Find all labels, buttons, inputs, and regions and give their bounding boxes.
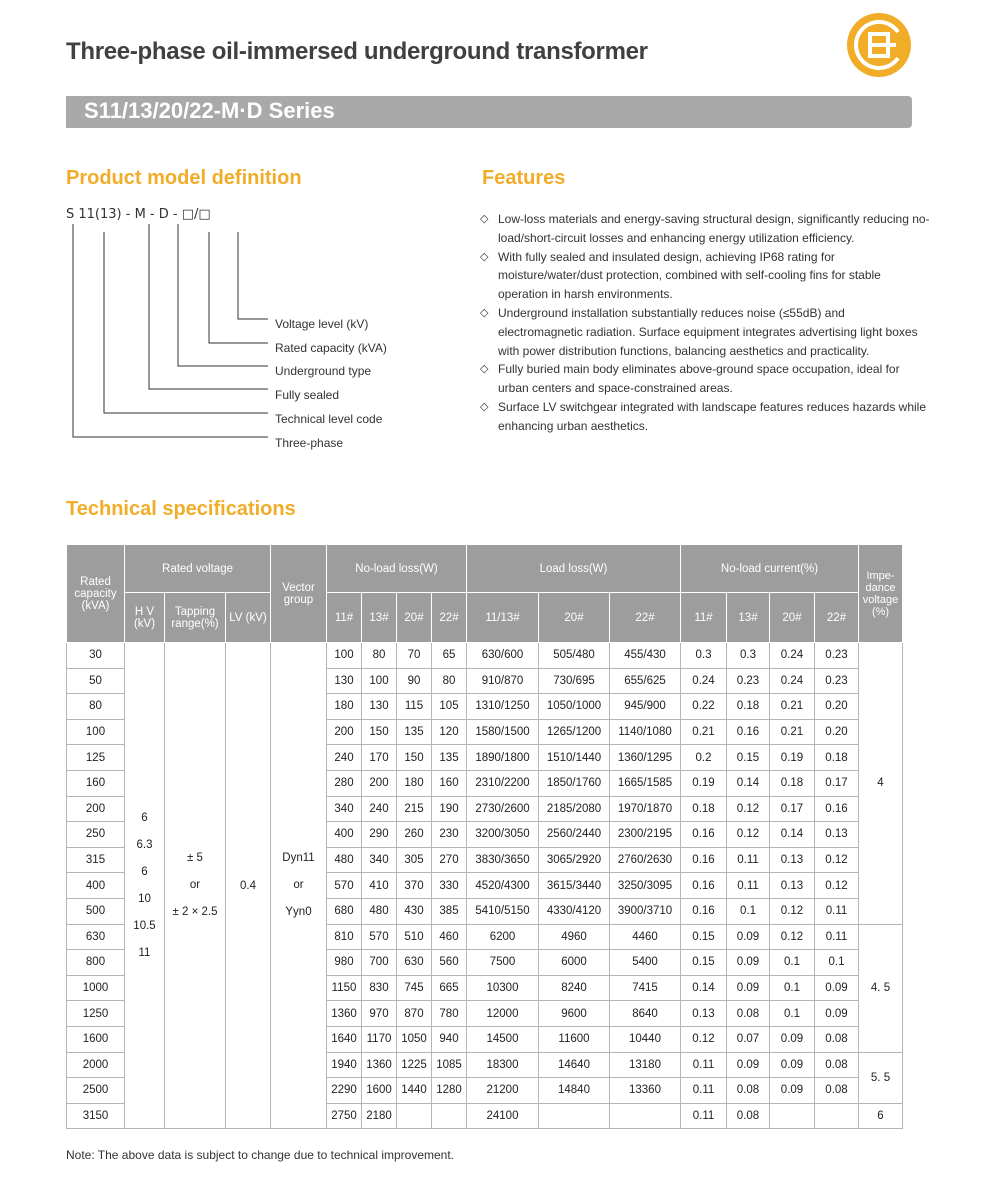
cell-ll-22: 1665/1585 xyxy=(610,770,681,796)
cell-ll-20: 1850/1760 xyxy=(539,770,610,796)
cell-capacity: 125 xyxy=(67,745,125,771)
cell-nll-11: 340 xyxy=(327,796,362,822)
cell-nll-13: 1170 xyxy=(362,1026,397,1052)
cell-ll-20: 9600 xyxy=(539,1001,610,1027)
cell-ll-22: 945/900 xyxy=(610,694,681,720)
technical-specs-heading: Technical specifications xyxy=(66,498,296,520)
cell-capacity: 2000 xyxy=(67,1052,125,1078)
cell-nlc-20: 0.09 xyxy=(770,1052,815,1078)
cell-impedance: 6 xyxy=(859,1103,903,1129)
cell-nll-22: 230 xyxy=(432,822,467,848)
cell-nlc-13: 0.11 xyxy=(727,873,770,899)
cell-nlc-13: 0.15 xyxy=(727,745,770,771)
vector-value: or xyxy=(293,879,304,892)
cell-nll-11: 680 xyxy=(327,898,362,924)
cell-ll-20: 3615/3440 xyxy=(539,873,610,899)
cell-capacity: 160 xyxy=(67,770,125,796)
cell-nlc-22: 0.20 xyxy=(815,694,859,720)
cell-nlc-11: 0.15 xyxy=(681,950,727,976)
cell-ll-11-13: 14500 xyxy=(467,1026,539,1052)
cell-capacity: 315 xyxy=(67,847,125,873)
cell-nlc-20 xyxy=(770,1103,815,1129)
cell-nlc-11: 0.11 xyxy=(681,1052,727,1078)
cell-nlc-11: 0.12 xyxy=(681,1026,727,1052)
model-code: S 11(13) - M - D - □/□ xyxy=(66,207,211,222)
cell-nlc-13: 0.12 xyxy=(727,822,770,848)
cell-ll-20: 3065/2920 xyxy=(539,847,610,873)
cell-ll-20: 4330/4120 xyxy=(539,898,610,924)
cell-nll-20: 630 xyxy=(397,950,432,976)
cell-ll-20: 2560/2440 xyxy=(539,822,610,848)
cell-ll-11-13: 5410/5150 xyxy=(467,898,539,924)
cell-ll-22: 4460 xyxy=(610,924,681,950)
cell-nlc-20: 0.12 xyxy=(770,898,815,924)
cell-ll-20 xyxy=(539,1103,610,1129)
feature-item: ◇ Fully buried main body eliminates above-ground space occupation, ideal for urban centers and space-constrained areas. xyxy=(480,362,900,396)
cell-ll-22: 2760/2630 xyxy=(610,847,681,873)
cell-capacity: 100 xyxy=(67,719,125,745)
feature-item: ◇ Underground installation substantially reduces noise (≤55dB) and electromagnetic radiation. Surface equipment integrates advertising light boxes with power distribution functions, balancing aesthetics and practicality. xyxy=(480,305,918,358)
cell-ll-20: 1265/1200 xyxy=(539,719,610,745)
cell-nll-20: 430 xyxy=(397,898,432,924)
cell-nll-22: 460 xyxy=(432,924,467,950)
tapping-value: ± 5 xyxy=(187,852,203,865)
cell-nll-13: 290 xyxy=(362,822,397,848)
cell-nll-13: 410 xyxy=(362,873,397,899)
header-no-load-current: No-load current(%) xyxy=(681,545,859,593)
cell-nll-20: 150 xyxy=(397,745,432,771)
cell-ll-22: 1140/1080 xyxy=(610,719,681,745)
hv-value: 6 xyxy=(141,811,148,824)
cell-nlc-13: 0.08 xyxy=(727,1078,770,1104)
cell-nll-20: 870 xyxy=(397,1001,432,1027)
diamond-bullet-icon: ◇ xyxy=(480,363,489,376)
cell-capacity: 1250 xyxy=(67,1001,125,1027)
spec-table-body xyxy=(67,643,903,1129)
cell-nll-20: 135 xyxy=(397,719,432,745)
spec-table xyxy=(66,544,903,1129)
cell-nlc-11: 0.15 xyxy=(681,924,727,950)
cell-nlc-22: 0.12 xyxy=(815,873,859,899)
cell-nlc-22: 0.08 xyxy=(815,1026,859,1052)
cell-capacity: 630 xyxy=(67,924,125,950)
hv-value: 10.5 xyxy=(133,919,156,932)
cell-nll-11: 2290 xyxy=(327,1078,362,1104)
cell-capacity: 50 xyxy=(67,668,125,694)
cell-ll-22: 13180 xyxy=(610,1052,681,1078)
cell-nlc-22: 0.11 xyxy=(815,898,859,924)
cell-ll-20: 14640 xyxy=(539,1052,610,1078)
cell-ll-22: 13360 xyxy=(610,1078,681,1104)
cell-nlc-20: 0.24 xyxy=(770,643,815,669)
cell-nlc-13: 0.07 xyxy=(727,1026,770,1052)
cell-nlc-11: 0.16 xyxy=(681,847,727,873)
cell-nlc-11: 0.11 xyxy=(681,1103,727,1129)
feature-item: ◇ With fully sealed and insulated design, achieving IP68 rating for moisture/water/dust protection, combined with self-cooling fins for stable operation in harsh environments. xyxy=(480,249,881,302)
cell-ll-11-13: 910/870 xyxy=(467,668,539,694)
cell-ll-20: 8240 xyxy=(539,975,610,1001)
header-nlc-11: 11# xyxy=(681,593,727,643)
table-row xyxy=(67,643,903,669)
cell-nlc-11: 0.16 xyxy=(681,898,727,924)
cell-nll-20: 1225 xyxy=(397,1052,432,1078)
cell-ll-22: 10440 xyxy=(610,1026,681,1052)
hv-value: 6 xyxy=(141,865,148,878)
cell-nll-22: 940 xyxy=(432,1026,467,1052)
cell-nlc-13: 0.12 xyxy=(727,796,770,822)
cell-nll-13: 340 xyxy=(362,847,397,873)
cell-ll-20: 1050/1000 xyxy=(539,694,610,720)
model-definition-heading: Product model definition xyxy=(66,167,302,189)
cell-nll-13: 480 xyxy=(362,898,397,924)
cell-nll-20: 1050 xyxy=(397,1026,432,1052)
header-nll-11: 11# xyxy=(327,593,362,643)
cell-nll-22: 65 xyxy=(432,643,467,669)
diamond-bullet-icon: ◇ xyxy=(480,306,489,319)
cell-ll-22 xyxy=(610,1103,681,1129)
cell-nlc-22: 0.17 xyxy=(815,770,859,796)
header-rated-voltage: Rated voltage xyxy=(125,545,271,593)
cell-nlc-20: 0.12 xyxy=(770,924,815,950)
cell-ll-11-13: 3200/3050 xyxy=(467,822,539,848)
cell-impedance: 5. 5 xyxy=(859,1052,903,1103)
hv-value: 11 xyxy=(138,946,151,959)
tapping-value: or xyxy=(189,879,201,892)
cell-nll-11: 280 xyxy=(327,770,362,796)
cell-nlc-22: 0.23 xyxy=(815,643,859,669)
cell-ll-11-13: 2730/2600 xyxy=(467,796,539,822)
cell-ll-22: 3900/3710 xyxy=(610,898,681,924)
cell-nll-22: 135 xyxy=(432,745,467,771)
cell-nll-13: 1360 xyxy=(362,1052,397,1078)
cell-nlc-11: 0.24 xyxy=(681,668,727,694)
header-nll-20: 20# xyxy=(397,593,432,643)
cell-nlc-22: 0.12 xyxy=(815,847,859,873)
cell-nlc-22: 0.11 xyxy=(815,924,859,950)
cell-nll-20: 370 xyxy=(397,873,432,899)
cell-capacity: 3150 xyxy=(67,1103,125,1129)
cell-nlc-22 xyxy=(815,1103,859,1129)
cell-nlc-22: 0.08 xyxy=(815,1052,859,1078)
cell-capacity: 800 xyxy=(67,950,125,976)
cell-ll-20: 1510/1440 xyxy=(539,745,610,771)
tapping-value: ± 2 × 2.5 xyxy=(172,906,218,919)
cell-ll-20: 14840 xyxy=(539,1078,610,1104)
cell-nlc-22: 0.13 xyxy=(815,822,859,848)
cell-capacity: 1000 xyxy=(67,975,125,1001)
cell-lv-value: 0.4 xyxy=(226,643,271,1129)
cell-nlc-11: 0.21 xyxy=(681,719,727,745)
cell-ll-11-13: 630/600 xyxy=(467,643,539,669)
cell-nlc-13: 0.08 xyxy=(727,1103,770,1129)
cell-nll-11: 100 xyxy=(327,643,362,669)
cell-ll-11-13: 1890/1800 xyxy=(467,745,539,771)
g-logo-icon xyxy=(846,12,912,78)
cell-hv-values xyxy=(125,643,165,1129)
cell-nlc-22: 0.09 xyxy=(815,975,859,1001)
cell-nlc-20: 0.21 xyxy=(770,694,815,720)
cell-nll-11: 400 xyxy=(327,822,362,848)
cell-nll-13: 150 xyxy=(362,719,397,745)
cell-ll-22: 655/625 xyxy=(610,668,681,694)
cell-nll-11: 810 xyxy=(327,924,362,950)
cell-nll-20: 745 xyxy=(397,975,432,1001)
model-label-underground: Underground type xyxy=(275,364,372,378)
cell-nll-13: 2180 xyxy=(362,1103,397,1129)
cell-capacity: 80 xyxy=(67,694,125,720)
cell-impedance: 4 xyxy=(859,643,903,925)
cell-nlc-20: 0.21 xyxy=(770,719,815,745)
cell-nll-13: 970 xyxy=(362,1001,397,1027)
cell-nll-22: 190 xyxy=(432,796,467,822)
cell-ll-20: 4960 xyxy=(539,924,610,950)
cell-nll-13: 570 xyxy=(362,924,397,950)
cell-nlc-11: 0.18 xyxy=(681,796,727,822)
cell-ll-22: 2300/2195 xyxy=(610,822,681,848)
hv-value: 6.3 xyxy=(136,838,153,851)
feature-item: ◇ Low-loss materials and energy-saving structural design, significantly reducing no-load/short-circuit losses and enhancing energy utilization efficiency. xyxy=(480,212,930,245)
cell-nlc-13: 0.09 xyxy=(727,950,770,976)
cell-nll-13: 1600 xyxy=(362,1078,397,1104)
cell-capacity: 2500 xyxy=(67,1078,125,1104)
cell-capacity: 250 xyxy=(67,822,125,848)
cell-nll-20: 115 xyxy=(397,694,432,720)
cell-nlc-11: 0.19 xyxy=(681,770,727,796)
header-vector-group: Vector group xyxy=(271,545,327,643)
cell-nlc-20: 0.1 xyxy=(770,1001,815,1027)
cell-nll-22: 1085 xyxy=(432,1052,467,1078)
cell-nlc-13: 0.16 xyxy=(727,719,770,745)
cell-ll-11-13: 18300 xyxy=(467,1052,539,1078)
cell-nlc-20: 0.1 xyxy=(770,950,815,976)
header-nlc-22: 22# xyxy=(815,593,859,643)
cell-ll-20: 6000 xyxy=(539,950,610,976)
cell-ll-11-13: 21200 xyxy=(467,1078,539,1104)
cell-ll-11-13: 3830/3650 xyxy=(467,847,539,873)
cell-nll-11: 200 xyxy=(327,719,362,745)
cell-nll-20: 215 xyxy=(397,796,432,822)
cell-nlc-20: 0.13 xyxy=(770,847,815,873)
cell-nlc-13: 0.14 xyxy=(727,770,770,796)
header-nlc-20: 20# xyxy=(770,593,815,643)
cell-nlc-22: 0.09 xyxy=(815,1001,859,1027)
cell-nll-13: 240 xyxy=(362,796,397,822)
cell-nll-13: 700 xyxy=(362,950,397,976)
cell-ll-11-13: 6200 xyxy=(467,924,539,950)
header-load-loss: Load loss(W) xyxy=(467,545,681,593)
cell-nlc-20: 0.18 xyxy=(770,770,815,796)
cell-capacity: 200 xyxy=(67,796,125,822)
header-ll-11-13: 11/13# xyxy=(467,593,539,643)
cell-nlc-22: 0.16 xyxy=(815,796,859,822)
header-rated-capacity: Rated capacity (kVA) xyxy=(67,545,125,643)
cell-nll-20: 180 xyxy=(397,770,432,796)
cell-nll-22: 270 xyxy=(432,847,467,873)
cell-nll-13: 200 xyxy=(362,770,397,796)
cell-nll-20: 305 xyxy=(397,847,432,873)
cell-nlc-11: 0.14 xyxy=(681,975,727,1001)
cell-nlc-20: 0.14 xyxy=(770,822,815,848)
cell-nlc-11: 0.2 xyxy=(681,745,727,771)
cell-impedance: 4. 5 xyxy=(859,924,903,1052)
model-label-voltage: Voltage level (kV) xyxy=(275,317,369,331)
cell-nlc-13: 0.18 xyxy=(727,694,770,720)
cell-nll-20: 70 xyxy=(397,643,432,669)
vector-value: Dyn11 xyxy=(282,852,315,865)
cell-nlc-13: 0.1 xyxy=(727,898,770,924)
cell-nll-20: 510 xyxy=(397,924,432,950)
cell-nlc-13: 0.08 xyxy=(727,1001,770,1027)
cell-nll-11: 240 xyxy=(327,745,362,771)
header-tapping: Tapping range(%) xyxy=(165,593,226,643)
cell-nlc-20: 0.09 xyxy=(770,1078,815,1104)
footnote: Note: The above data is subject to change due to technical improvement. xyxy=(66,1148,455,1162)
diamond-bullet-icon: ◇ xyxy=(480,213,489,225)
cell-nlc-11: 0.13 xyxy=(681,1001,727,1027)
header-lv: LV (kV) xyxy=(226,593,271,643)
cell-nlc-20: 0.1 xyxy=(770,975,815,1001)
vector-value: Yyn0 xyxy=(285,906,312,919)
cell-nlc-20: 0.17 xyxy=(770,796,815,822)
cell-nlc-20: 0.09 xyxy=(770,1026,815,1052)
cell-nll-11: 180 xyxy=(327,694,362,720)
cell-nll-20 xyxy=(397,1103,432,1129)
cell-nlc-22: 0.20 xyxy=(815,719,859,745)
cell-nlc-13: 0.09 xyxy=(727,1052,770,1078)
header-ll-22: 22# xyxy=(610,593,681,643)
cell-nlc-13: 0.23 xyxy=(727,668,770,694)
cell-nll-13: 830 xyxy=(362,975,397,1001)
cell-nll-20: 260 xyxy=(397,822,432,848)
cell-nll-22: 120 xyxy=(432,719,467,745)
cell-nll-22 xyxy=(432,1103,467,1129)
header-impedance: Impe- dance voltage (%) xyxy=(859,545,903,643)
cell-ll-22: 3250/3095 xyxy=(610,873,681,899)
cell-nlc-22: 0.08 xyxy=(815,1078,859,1104)
cell-nlc-13: 0.3 xyxy=(727,643,770,669)
cell-nll-22: 330 xyxy=(432,873,467,899)
cell-ll-11-13: 7500 xyxy=(467,950,539,976)
cell-nlc-11: 0.11 xyxy=(681,1078,727,1104)
cell-nlc-13: 0.09 xyxy=(727,924,770,950)
cell-ll-11-13: 2310/2200 xyxy=(467,770,539,796)
page-title: Three-phase oil-immersed underground transformer xyxy=(66,38,648,65)
cell-ll-11-13: 24100 xyxy=(467,1103,539,1129)
model-label-tech-level: Technical level code xyxy=(275,412,383,426)
model-label-capacity: Rated capacity (kVA) xyxy=(275,341,387,355)
cell-nll-22: 385 xyxy=(432,898,467,924)
cell-nll-11: 2750 xyxy=(327,1103,362,1129)
cell-ll-11-13: 10300 xyxy=(467,975,539,1001)
cell-capacity: 1600 xyxy=(67,1026,125,1052)
cell-ll-22: 1970/1870 xyxy=(610,796,681,822)
cell-nll-13: 130 xyxy=(362,694,397,720)
cell-nlc-13: 0.09 xyxy=(727,975,770,1001)
cell-nlc-13: 0.11 xyxy=(727,847,770,873)
hv-value: 10 xyxy=(138,892,151,905)
cell-nll-11: 570 xyxy=(327,873,362,899)
diamond-bullet-icon: ◇ xyxy=(480,400,489,413)
cell-nll-22: 1280 xyxy=(432,1078,467,1104)
model-label-three-phase: Three-phase xyxy=(275,436,344,450)
cell-capacity: 500 xyxy=(67,898,125,924)
cell-nll-13: 80 xyxy=(362,643,397,669)
cell-vector-values xyxy=(271,643,327,1129)
cell-nlc-20: 0.24 xyxy=(770,668,815,694)
cell-nll-11: 1940 xyxy=(327,1052,362,1078)
cell-nlc-11: 0.16 xyxy=(681,873,727,899)
cell-nll-20: 90 xyxy=(397,668,432,694)
cell-nll-11: 1360 xyxy=(327,1001,362,1027)
header-hv: H V (kV) xyxy=(125,593,165,643)
cell-ll-20: 730/695 xyxy=(539,668,610,694)
cell-nlc-22: 0.23 xyxy=(815,668,859,694)
model-label-sealed: Fully sealed xyxy=(275,388,340,402)
header-nll-22: 22# xyxy=(432,593,467,643)
cell-ll-11-13: 12000 xyxy=(467,1001,539,1027)
header-nll-13: 13# xyxy=(362,593,397,643)
cell-nlc-11: 0.22 xyxy=(681,694,727,720)
cell-ll-22: 1360/1295 xyxy=(610,745,681,771)
cell-nll-11: 130 xyxy=(327,668,362,694)
cell-nlc-20: 0.19 xyxy=(770,745,815,771)
series-title: S11/13/20/22-M·D Series xyxy=(84,98,335,123)
cell-nlc-20: 0.13 xyxy=(770,873,815,899)
cell-nll-11: 980 xyxy=(327,950,362,976)
cell-capacity: 30 xyxy=(67,643,125,669)
header-nlc-13: 13# xyxy=(727,593,770,643)
header-ll-20: 20# xyxy=(539,593,610,643)
cell-nlc-11: 0.16 xyxy=(681,822,727,848)
cell-nlc-22: 0.1 xyxy=(815,950,859,976)
model-definition-diagram xyxy=(0,0,480,470)
cell-nll-22: 160 xyxy=(432,770,467,796)
cell-ll-11-13: 4520/4300 xyxy=(467,873,539,899)
cell-nll-13: 170 xyxy=(362,745,397,771)
diamond-bullet-icon: ◇ xyxy=(480,250,489,263)
cell-ll-22: 7415 xyxy=(610,975,681,1001)
cell-ll-20: 505/480 xyxy=(539,643,610,669)
cell-ll-11-13: 1310/1250 xyxy=(467,694,539,720)
cell-nll-22: 780 xyxy=(432,1001,467,1027)
cell-nll-22: 665 xyxy=(432,975,467,1001)
cell-nll-11: 480 xyxy=(327,847,362,873)
cell-nll-20: 1440 xyxy=(397,1078,432,1104)
cell-nll-22: 80 xyxy=(432,668,467,694)
cell-nlc-22: 0.18 xyxy=(815,745,859,771)
cell-tapping-values xyxy=(165,643,226,1129)
header-no-load-loss: No-load loss(W) xyxy=(327,545,467,593)
features-list xyxy=(480,210,930,436)
features-heading: Features xyxy=(482,167,566,189)
cell-nlc-11: 0.3 xyxy=(681,643,727,669)
cell-capacity: 400 xyxy=(67,873,125,899)
feature-item: ◇ Surface LV switchgear integrated with landscape features reduces hazards while enhancing urban aesthetics. xyxy=(480,399,927,433)
cell-ll-11-13: 1580/1500 xyxy=(467,719,539,745)
cell-ll-22: 455/430 xyxy=(610,643,681,669)
cell-ll-22: 5400 xyxy=(610,950,681,976)
cell-ll-20: 11600 xyxy=(539,1026,610,1052)
cell-ll-22: 8640 xyxy=(610,1001,681,1027)
cell-nll-13: 100 xyxy=(362,668,397,694)
cell-nll-22: 105 xyxy=(432,694,467,720)
cell-nll-11: 1640 xyxy=(327,1026,362,1052)
cell-nll-11: 1150 xyxy=(327,975,362,1001)
cell-nll-22: 560 xyxy=(432,950,467,976)
cell-ll-20: 2185/2080 xyxy=(539,796,610,822)
